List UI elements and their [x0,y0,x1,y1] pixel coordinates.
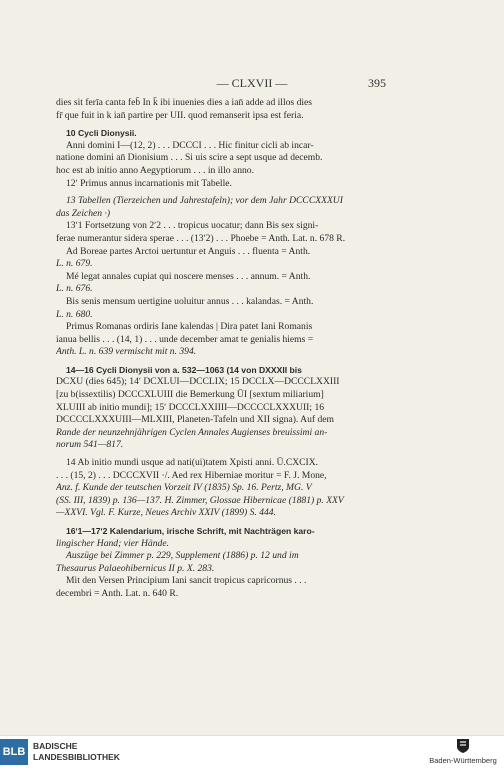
text-line: das Zeichen ·) [56,207,111,219]
text-line: dies sit ferīa canta feb̄ In k̄ ibi inuenies dies a ian̄ adde ad illos dies [56,97,313,108]
text-line: decembri = Anth. Lat. n. 640 R. [56,587,179,599]
text-line: 14 Ab initio mundi usque ad nati(ui)tatem Xpisti anni. Ū.CXCIX. [66,457,319,469]
text-line: DCCCCLXXXUIII—MLXIII, Planeten-Tafeln und XII signa). Auf dem [56,414,335,426]
text-line: 12ʹ Primus annus incarnationis mit Tabelle. [66,177,232,189]
text-line: Anth. L. n. 639 vermischt mit n. 394. [56,346,197,358]
text-line: DCXU (dies 645); 14ʹ DCXLUI—DCCLIX; 15 DCCLX—DCCCLXXIII [56,376,340,388]
text-line: 13 Tabellen (Tierzeichen und Jahrestafeln); vor dem Jahr DCCCXXXUI [66,195,343,207]
text-line: 16ʹ1—17ʹ2 Kalendarium, irische Schrift, mit Nachträgen karo- [66,526,315,536]
text-line: lingischer Hand; vier Hände. [56,537,169,549]
text-line: natione domini an̄ Dionisium . . . Si uis scire a sept usque ad decemb. [56,152,323,164]
library-name [33,741,120,763]
bw-label: Baden-Württemberg [429,756,497,765]
text-line: Anni domini I—(12, 2) . . . DCCCI . . . Hic finitur cicli ab incar- [66,139,314,151]
text-line: Bis senis mensum uertigine uoluitur annus . . . kalandas. = Anth. [66,295,314,307]
text-line: 10 Cycli Dionysii. [66,128,137,139]
text-line: L. n. 676. [56,283,93,295]
text-line: Mit den Versen Principium Iani sancit tropicus capricornus . . . [66,575,307,587]
library-name-line2: LANDESBIBLIOTHEK [33,752,120,762]
text-line: 13ʹ1 Fortsetzung von 2ʹ2 . . . tropicus uocatur; dann Bis sex signi- [66,220,319,232]
text-line: ianua bellis . . . (14, 1) . . . unde december amat te genialis hiems = [56,333,314,345]
header-section-number: — CLXVII — [216,76,288,90]
text-line: fr̄ que fuit in k ian̄ partire per UII. quod remanserit ipsa est feria. [56,109,304,121]
text-line: Thesaurus Palaeohibernicus II p. X. 283. [56,562,215,574]
text-line: Rande der neunzehnjährigen Cyclen Annales Augienses breuissimi an- [56,426,328,438]
text-line: L. n. 680. [56,308,93,320]
text-line: Primus Romanas ordiris Iane kalendas | Dira patet Iani Romanis [66,321,313,333]
text-line: hoc est ab initio anno Aegyptiorum . . . in illo anno. [56,164,254,176]
text-line: Mé legat annales cupiat qui noscere menses . . . annum. = Anth. [66,270,311,282]
bw-logo[interactable] [428,738,498,765]
text-line: 14—16 Cycli Dionysii von a. 532—1063 (14 von DXXXII bis [66,364,302,375]
page-number: 395 [368,76,386,90]
text-line: —XXVI. Vgl. F. Kurze, Neues Archiv XXIV (1899) S. 444. [56,507,277,519]
library-name-line1: BADISCHE [33,741,78,751]
library-footer-bar [0,735,504,770]
text-line: [zu b(issextilis) DCCCXLUIII die Bemerkung ŪI [sextum miliarium] [56,389,324,401]
text-line: L. n. 679. [56,258,93,270]
text-line: (SS. III, 1839) p. 136—137. H. Zimmer, Glossae Hibernicae (1881) p. XXV [56,494,344,506]
crest-icon [456,738,470,754]
text-line: ferae numerantur sidera sperae . . . (13ʹ2) . . . Phoebe = Anth. Lat. n. 678 R. [56,232,346,244]
page-body-text [56,97,387,601]
text-line: Ad Boreae partes Arctoi uertuntur et Anguis . . . fluenta = Anth. [66,245,311,257]
text-line: Anz. f. Kunde der teutschen Vorzeit IV (1835) Sp. 16. Pertz, MG. V [56,482,312,494]
text-line: XLUIII ab initio mundi]; 15ʹ DCCCLXXIIII—DCCCCLXXXUII; 16 [56,401,325,413]
text-line: . . . (15, 2) . . . DCCCXVII ·/. Aed rex Hiberniae moritur = F. J. Mone, [56,469,327,481]
text-line: Auszüge bei Zimmer p. 229, Supplement (1886) p. 12 und im [66,550,299,562]
blb-logo[interactable]: BLB [0,739,28,765]
text-line: norum 541—817. [56,439,124,451]
running-header [0,76,504,96]
